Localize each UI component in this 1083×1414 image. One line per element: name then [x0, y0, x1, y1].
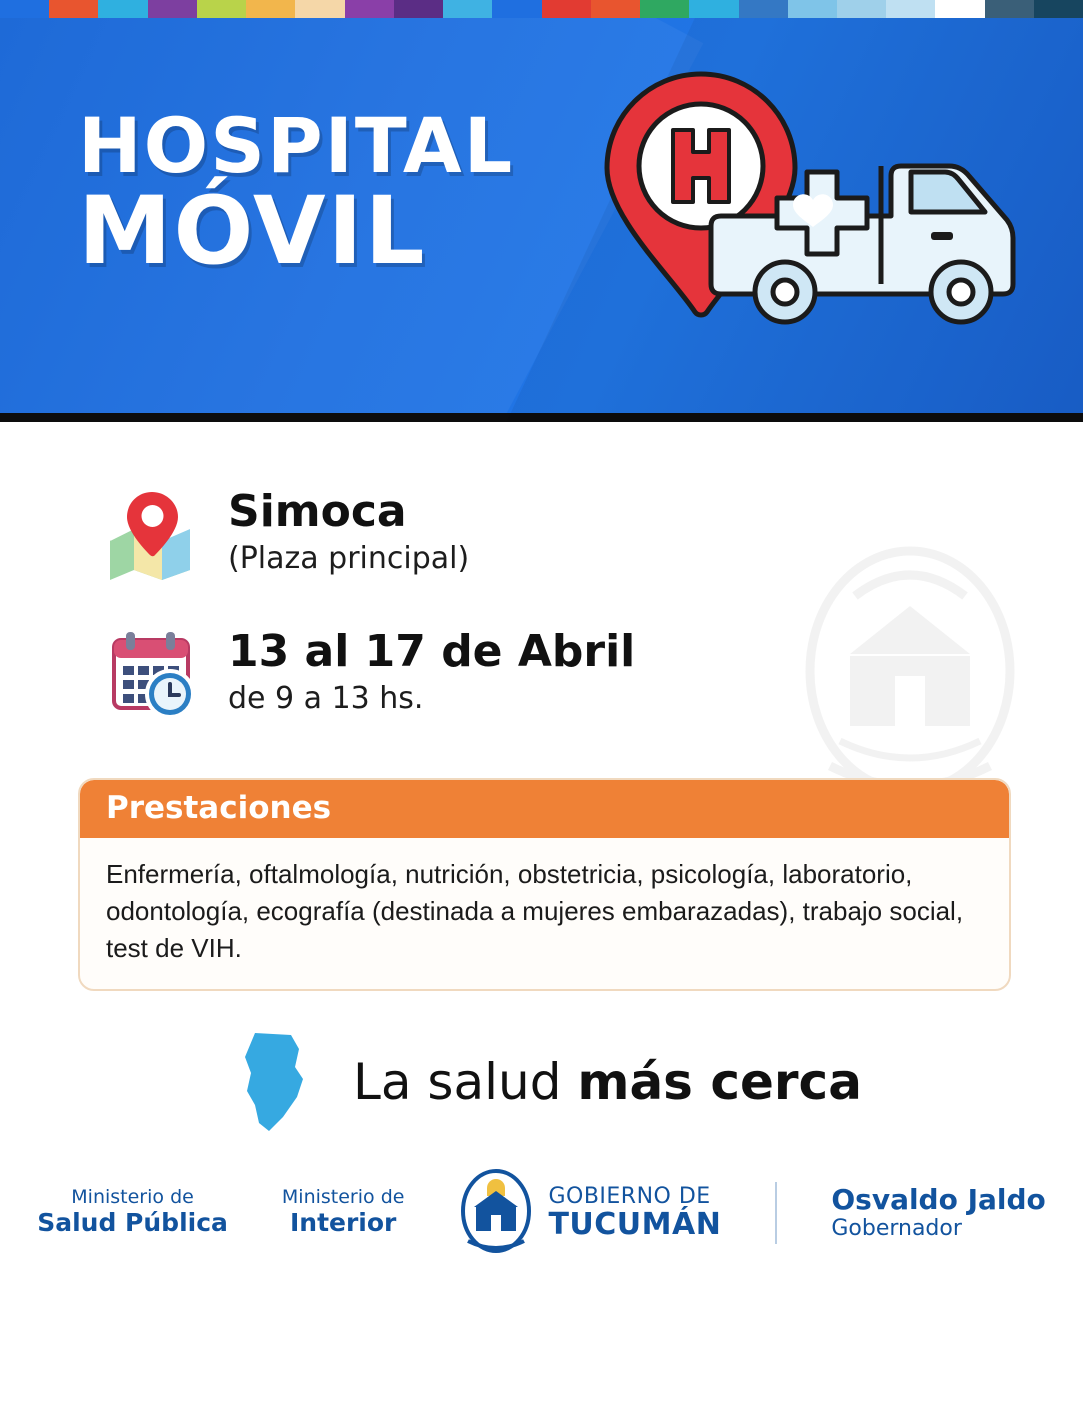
ministry-0-big: Salud Pública: [37, 1208, 228, 1238]
slogan-light: La salud: [353, 1052, 578, 1111]
slogan-row: [0, 1027, 1083, 1137]
date-row: [0, 624, 1083, 720]
ministry-1-small: Ministerio de: [281, 1186, 405, 1209]
services-card: [78, 778, 1011, 991]
content-area: [0, 484, 1083, 1414]
date-hours: de 9 a 13 hs.: [228, 680, 424, 716]
slogan-text: [353, 1053, 862, 1111]
map-pin-icon: [104, 484, 200, 580]
government-logo: [458, 1167, 721, 1259]
ministry-salud-publica: [37, 1187, 228, 1238]
page-title: [78, 101, 515, 286]
services-title: Prestaciones: [80, 780, 1009, 838]
date-range: 13 al 17 de Abril: [228, 626, 636, 678]
date-text: [228, 628, 635, 715]
services-list: Enfermería, oftalmología, nutrición, obstetricia, psicología, laboratorio, odontología, ecografía (destinada a mujeres embarazadas), trabajo social, test de VIH.: [106, 859, 964, 963]
location-detail: (Plaza principal): [228, 540, 470, 576]
ministry-0-small: Ministerio de: [71, 1186, 194, 1209]
location-name: Simoca: [228, 486, 407, 538]
government-crest-icon: [458, 1167, 534, 1259]
location-text: [228, 488, 469, 575]
slogan-bold: más cerca: [577, 1052, 862, 1111]
location-row: [0, 484, 1083, 580]
title-line-1: HOSPITAL: [78, 101, 515, 190]
governor-block: [831, 1184, 1045, 1241]
ministry-1-big: Interior: [289, 1208, 397, 1238]
government-label: [548, 1185, 721, 1240]
governor-name: Osvaldo Jaldo: [831, 1182, 1046, 1216]
government-line2: TUCUMÁN: [548, 1206, 722, 1242]
governor-role: Gobernador: [831, 1216, 962, 1242]
footer-divider: [775, 1182, 777, 1244]
ministry-interior: [282, 1187, 405, 1238]
header-bottom-rule: [0, 413, 1083, 422]
footer-logos: [0, 1167, 1083, 1299]
ambulance-illustration: [581, 66, 1021, 396]
government-line1: GOBIERNO DE: [548, 1184, 711, 1210]
calendar-clock-icon: [104, 624, 200, 720]
title-line-2: MÓVIL: [78, 176, 427, 286]
tucuman-map-icon: [221, 1027, 331, 1137]
header-banner: [0, 18, 1083, 422]
decorative-color-strip: [0, 0, 1083, 18]
